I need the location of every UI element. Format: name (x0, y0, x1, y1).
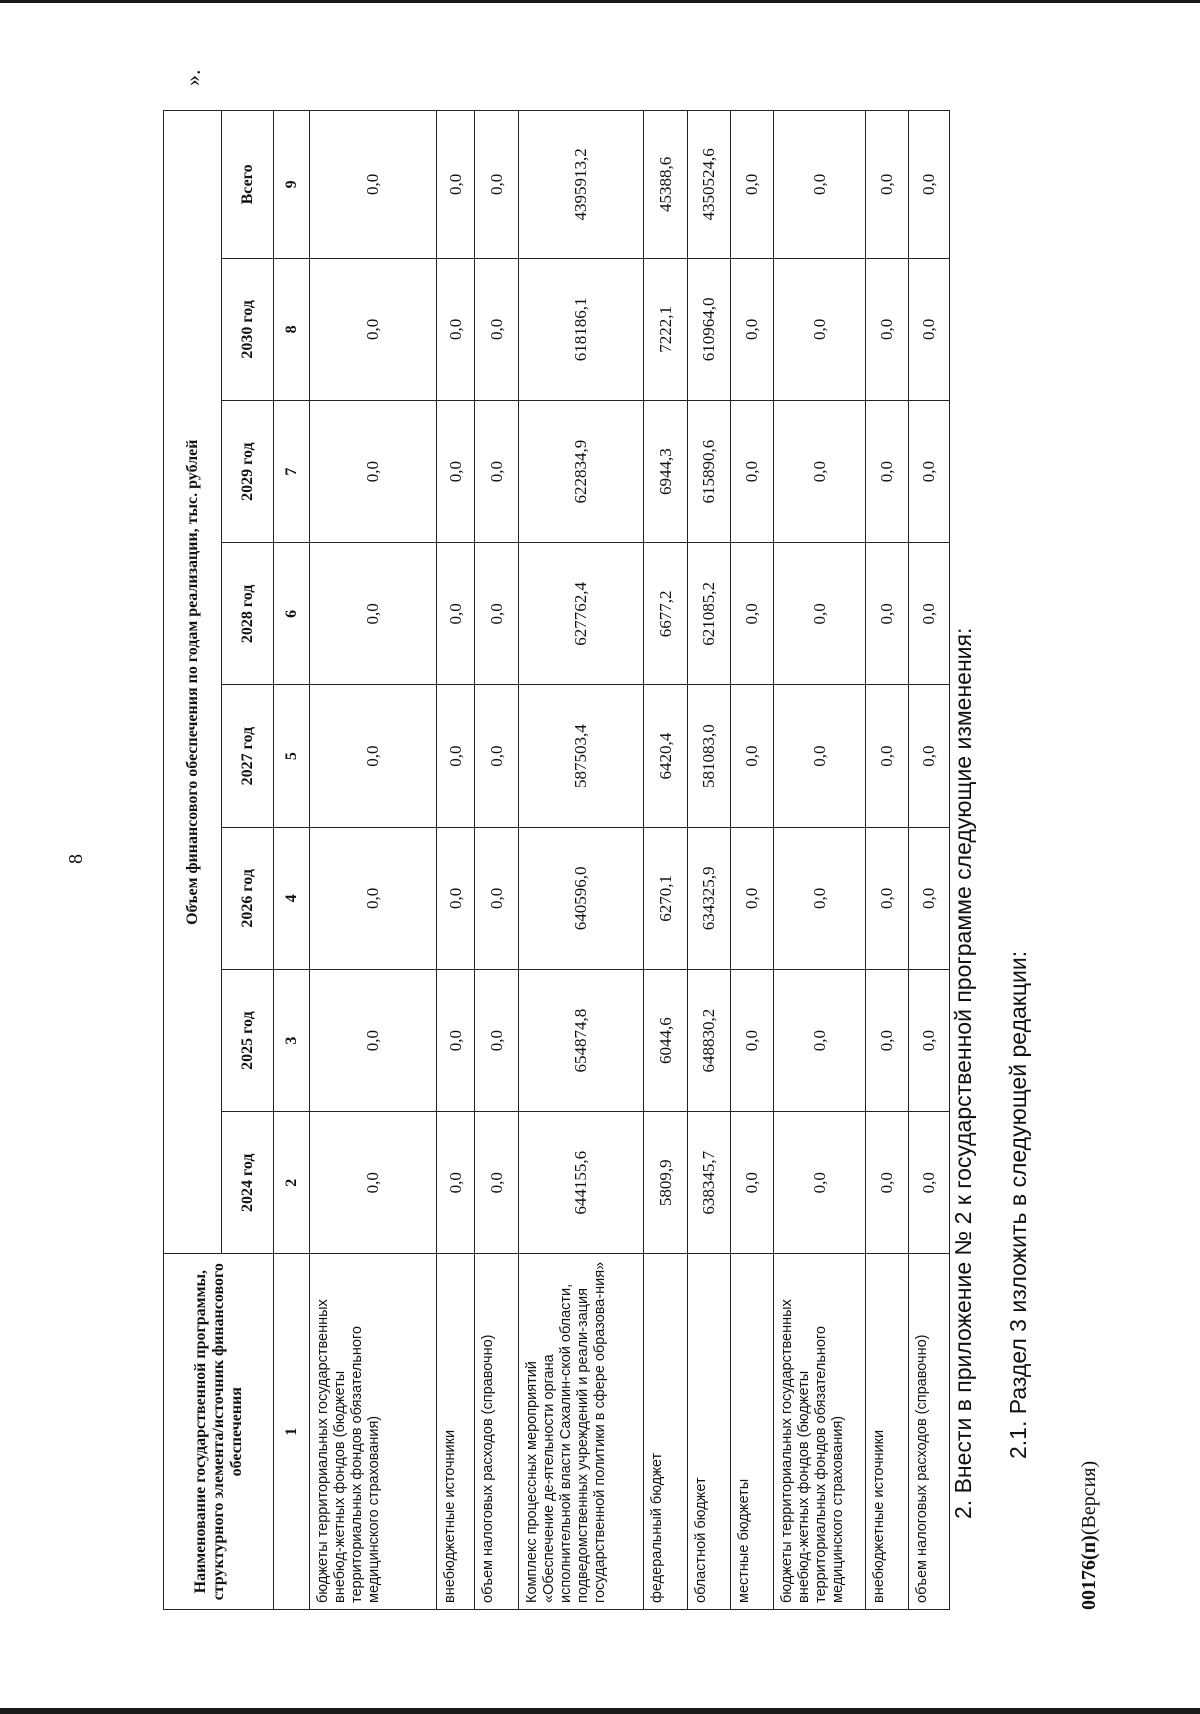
value-cell: 45388,6 (644, 111, 688, 259)
value-cell: 0,0 (731, 1112, 774, 1254)
value-cell: 0,0 (866, 401, 909, 543)
financing-table (163, 110, 950, 1610)
header-row (164, 111, 222, 1610)
footer-version: (Версия) (1078, 1460, 1100, 1536)
value-cell: 0,0 (774, 543, 866, 685)
row-name: местные бюджеты (731, 1254, 774, 1610)
value-cell: 0,0 (475, 258, 519, 400)
row-name: федеральный бюджет (644, 1254, 688, 1610)
value-cell: 0,0 (909, 111, 950, 259)
value-cell: 0,0 (909, 685, 950, 827)
year-header: 2030 год (222, 258, 274, 400)
value-cell: 0,0 (310, 1112, 437, 1254)
value-cell: 0,0 (866, 685, 909, 827)
year-header: 2027 год (222, 685, 274, 827)
value-cell: 0,0 (437, 685, 475, 827)
column-number: 1 (274, 1254, 310, 1610)
value-cell: 0,0 (866, 969, 909, 1111)
value-cell: 638345,7 (688, 1112, 731, 1254)
value-cell: 0,0 (310, 401, 437, 543)
value-cell: 0,0 (774, 111, 866, 259)
header-name-cell: Наименование государственной программы, структурного элемента/источник финансового обеспечения (164, 1254, 274, 1610)
value-cell: 634325,9 (688, 827, 731, 969)
value-cell: 0,0 (310, 827, 437, 969)
year-header: 2029 год (222, 401, 274, 543)
table-row (731, 111, 774, 1610)
value-cell: 0,0 (475, 543, 519, 685)
table-row (688, 111, 731, 1610)
page-number: 8 (65, 854, 87, 864)
column-number: 8 (274, 258, 310, 400)
value-cell: 6270,1 (644, 827, 688, 969)
table-row (644, 111, 688, 1610)
value-cell: 0,0 (731, 685, 774, 827)
column-number: 4 (274, 827, 310, 969)
value-cell: 0,0 (866, 827, 909, 969)
row-name: бюджеты территориальных государственных внебюд-жетных фондов (бюджеты территориальных фондов обязательного медицинского страхования) (310, 1254, 437, 1610)
value-cell: 640596,0 (519, 827, 644, 969)
value-cell: 0,0 (731, 543, 774, 685)
value-cell: 654874,8 (519, 969, 644, 1111)
row-name: бюджеты территориальных государственных внебюд-жетных фондов (бюджеты территориальных фондов обязательного медицинского страхования) (774, 1254, 866, 1610)
value-cell: 0,0 (909, 258, 950, 400)
value-cell: 0,0 (774, 969, 866, 1111)
value-cell: 0,0 (475, 111, 519, 259)
value-cell: 644155,6 (519, 1112, 644, 1254)
row-name: Комплекс процессных мероприятий «Обеспечение де-ятельности органа исполнительной власти Сахалин-ской области, подведомственных учреждений и реали-зация государственной политики в сфере образова-ния» (519, 1254, 644, 1610)
table-row (866, 111, 909, 1610)
value-cell: 0,0 (475, 685, 519, 827)
value-cell: 7222,1 (644, 258, 688, 400)
paragraph-2-1: 2.1. Раздел 3 изложить в следующей редакции: (1005, 950, 1031, 1459)
value-cell: 0,0 (909, 827, 950, 969)
value-cell: 0,0 (310, 258, 437, 400)
value-cell: 0,0 (866, 111, 909, 259)
table-row (909, 111, 950, 1610)
column-numbers-row (274, 111, 310, 1610)
value-cell: 0,0 (731, 827, 774, 969)
value-cell: 627762,4 (519, 543, 644, 685)
row-name: внебюджетные источники (866, 1254, 909, 1610)
value-cell: 648830,2 (688, 969, 731, 1111)
value-cell: 0,0 (909, 543, 950, 685)
value-cell: 0,0 (909, 1112, 950, 1254)
value-cell: 0,0 (866, 543, 909, 685)
value-cell: 0,0 (437, 827, 475, 969)
value-cell: 0,0 (475, 969, 519, 1111)
value-cell: 0,0 (731, 401, 774, 543)
table-row (437, 111, 475, 1610)
value-cell: 581083,0 (688, 685, 731, 827)
row-name: внебюджетные источники (437, 1254, 475, 1610)
value-cell: 0,0 (866, 258, 909, 400)
value-cell: 0,0 (310, 685, 437, 827)
value-cell: 0,0 (909, 401, 950, 543)
value-cell: 0,0 (731, 969, 774, 1111)
value-cell: 0,0 (909, 969, 950, 1111)
value-cell: 615890,6 (688, 401, 731, 543)
value-cell: 0,0 (437, 1112, 475, 1254)
year-header: 2025 год (222, 969, 274, 1111)
value-cell: 0,0 (310, 969, 437, 1111)
value-cell: 0,0 (437, 111, 475, 259)
footer-code: 00176(п) (1078, 1535, 1100, 1610)
year-header: 2024 год (222, 1112, 274, 1254)
column-number: 2 (274, 1112, 310, 1254)
row-name: областной бюджет (688, 1254, 731, 1610)
row-name: объем налоговых расходов (справочно) (475, 1254, 519, 1610)
table-row (310, 111, 437, 1610)
value-cell: 5809,9 (644, 1112, 688, 1254)
value-cell: 0,0 (731, 111, 774, 259)
total-header: Всего (222, 111, 274, 259)
value-cell: 0,0 (310, 543, 437, 685)
value-cell: 587503,4 (519, 685, 644, 827)
value-cell: 610964,0 (688, 258, 731, 400)
paragraph-2: 2. Внести в приложение № 2 к государственной программе следующие изменения: (950, 627, 976, 1519)
value-cell: 0,0 (437, 543, 475, 685)
column-number: 7 (274, 401, 310, 543)
column-number: 6 (274, 543, 310, 685)
table-row (475, 111, 519, 1610)
value-cell: 6944,3 (644, 401, 688, 543)
value-cell: 618186,1 (519, 258, 644, 400)
value-cell: 0,0 (475, 827, 519, 969)
column-number: 3 (274, 969, 310, 1111)
value-cell: 6677,2 (644, 543, 688, 685)
value-cell: 0,0 (774, 258, 866, 400)
value-cell: 0,0 (437, 258, 475, 400)
value-cell: 0,0 (774, 827, 866, 969)
value-cell: 6044,6 (644, 969, 688, 1111)
header-volume-cell: Объем финансового обеспечения по годам реализации, тыс. рублей (164, 111, 222, 1254)
closing-quote-mark: ». (180, 69, 205, 86)
value-cell: 0,0 (475, 1112, 519, 1254)
table-row (774, 111, 866, 1610)
value-cell: 0,0 (774, 401, 866, 543)
value-cell: 0,0 (866, 1112, 909, 1254)
value-cell: 621085,2 (688, 543, 731, 685)
value-cell: 622834,9 (519, 401, 644, 543)
value-cell: 6420,4 (644, 685, 688, 827)
value-cell: 4350524,6 (688, 111, 731, 259)
value-cell: 0,0 (475, 401, 519, 543)
value-cell: 4395913,2 (519, 111, 644, 259)
value-cell: 0,0 (437, 401, 475, 543)
row-name: объем налоговых расходов (справочно) (909, 1254, 950, 1610)
value-cell: 0,0 (731, 258, 774, 400)
column-number: 5 (274, 685, 310, 827)
table-row (519, 111, 644, 1610)
year-header: 2028 год (222, 543, 274, 685)
column-number: 9 (274, 111, 310, 259)
value-cell: 0,0 (774, 685, 866, 827)
value-cell: 0,0 (774, 1112, 866, 1254)
value-cell: 0,0 (310, 111, 437, 259)
value-cell: 0,0 (437, 969, 475, 1111)
document-footer (1078, 1461, 1101, 1610)
year-header: 2026 год (222, 827, 274, 969)
